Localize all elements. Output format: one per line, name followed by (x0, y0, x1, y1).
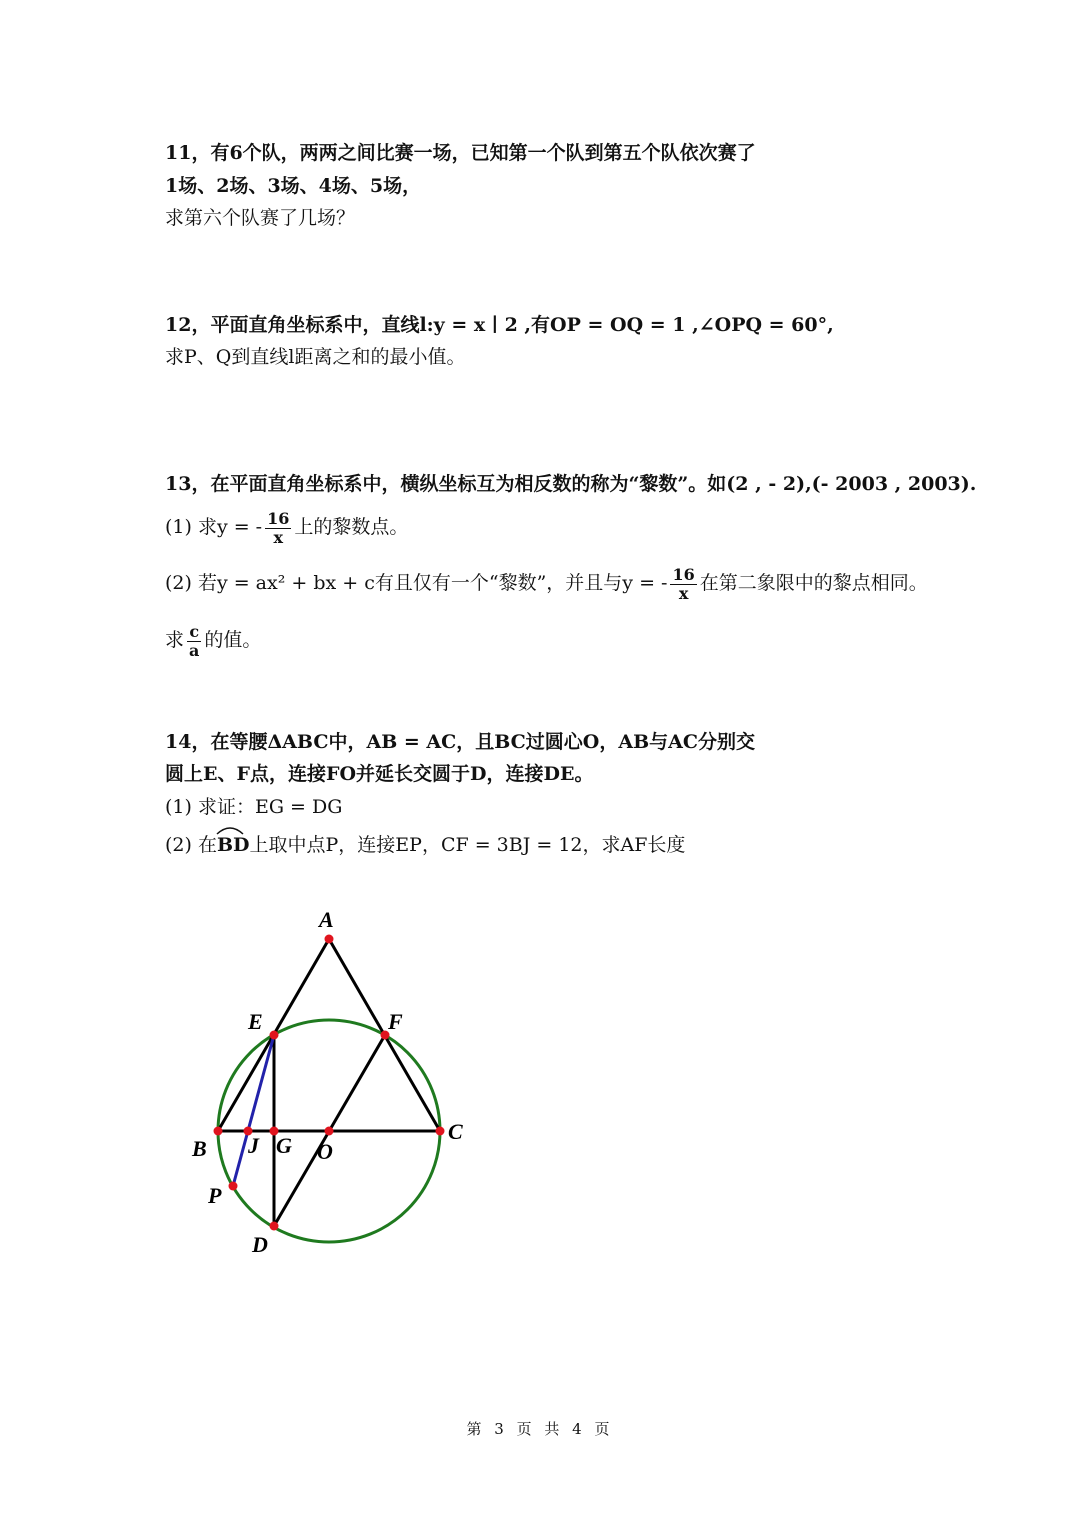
q13-part3-suffix: 的值。 (204, 629, 262, 651)
q13-part1-prefix: (1) 求y = - (165, 516, 263, 538)
q13-part1 (165, 505, 408, 549)
q13-line1: 13，在平面直角坐标系中，横纵坐标互为相反数的称为“黎数”。如(2 , - 2),(- 2003 , 2003). (165, 473, 977, 495)
q14-line3: (1) 求证：EG = DG (165, 796, 343, 818)
label-f: F (388, 1009, 403, 1034)
q13-part2-suffix: 在第二象限中的黎点相同。 (699, 572, 928, 594)
q12-line2: 求P、Q到直线l距离之和的最小值。 (165, 346, 466, 368)
point-d (270, 1222, 279, 1231)
q13-part1-suffix: 上的黎数点。 (294, 516, 409, 538)
q12-line1: 12，平面直角坐标系中，直线l:y = x ∣ 2 ,有OP = OQ = 1 ,∠OPQ = 60°, (165, 314, 834, 336)
geometry-figure (180, 895, 500, 1275)
segment-ep (233, 1035, 274, 1186)
label-d: D (252, 1232, 268, 1257)
q14-line4 (165, 833, 685, 857)
fraction-denominator: a (189, 640, 200, 660)
q11-line2: 1场、2场、3场、4场、5场， (165, 175, 422, 197)
arc-symbol-icon (215, 825, 245, 835)
q14-line2: 圆上E、F点，连接FO并延长交圆于D，连接DE。 (165, 763, 594, 785)
fraction-denominator: x (678, 583, 689, 603)
q13-part2-fraction (670, 566, 696, 603)
point-c (436, 1127, 445, 1136)
label-j: J (248, 1133, 259, 1158)
q13-part2 (165, 561, 928, 605)
fraction-denominator: x (273, 527, 284, 547)
q14-line4-suffix: 上取中点P，连接EP，CF = 3BJ = 12，求AF长度 (249, 834, 686, 856)
point-a (325, 935, 334, 944)
q14-line1: 14，在等腰ΔABC中，AB = AC，且BC过圆心O，AB与AC分别交 (165, 731, 756, 753)
label-o: O (317, 1139, 333, 1164)
arc-label: BD (216, 834, 250, 856)
label-p: P (208, 1183, 222, 1208)
q13-part3-prefix: 求 (165, 629, 185, 651)
q13-part3-fraction (187, 623, 201, 660)
arc-bd (217, 833, 250, 857)
fraction-numerator: c (187, 623, 201, 642)
point-b (214, 1127, 223, 1136)
q13-part3 (165, 618, 261, 662)
q11-line1: 11，有6个队，两两之间比赛一场，已知第一个队到第五个队依次赛了 (165, 142, 756, 164)
point-e (270, 1031, 279, 1040)
q13-part2-prefix: (2) 若y = ax² + bx + c有且仅有一个“黎数”，并且与y = - (165, 572, 668, 594)
page-footer: 第 3 页 共 4 页 (466, 1420, 614, 1438)
point-p (229, 1182, 238, 1191)
label-b: B (192, 1136, 207, 1161)
label-e: E (248, 1009, 263, 1034)
label-g: G (276, 1133, 292, 1158)
fraction-numerator: 16 (672, 564, 695, 584)
q11-line3: 求第六个队赛了几场？ (165, 207, 356, 229)
q14-line4-prefix: (2) 在 (165, 834, 217, 856)
fraction-numerator: 16 (267, 508, 290, 528)
label-a: A (319, 907, 334, 932)
label-c: C (448, 1119, 463, 1144)
point-o (325, 1127, 334, 1136)
q13-part1-fraction (265, 510, 291, 547)
